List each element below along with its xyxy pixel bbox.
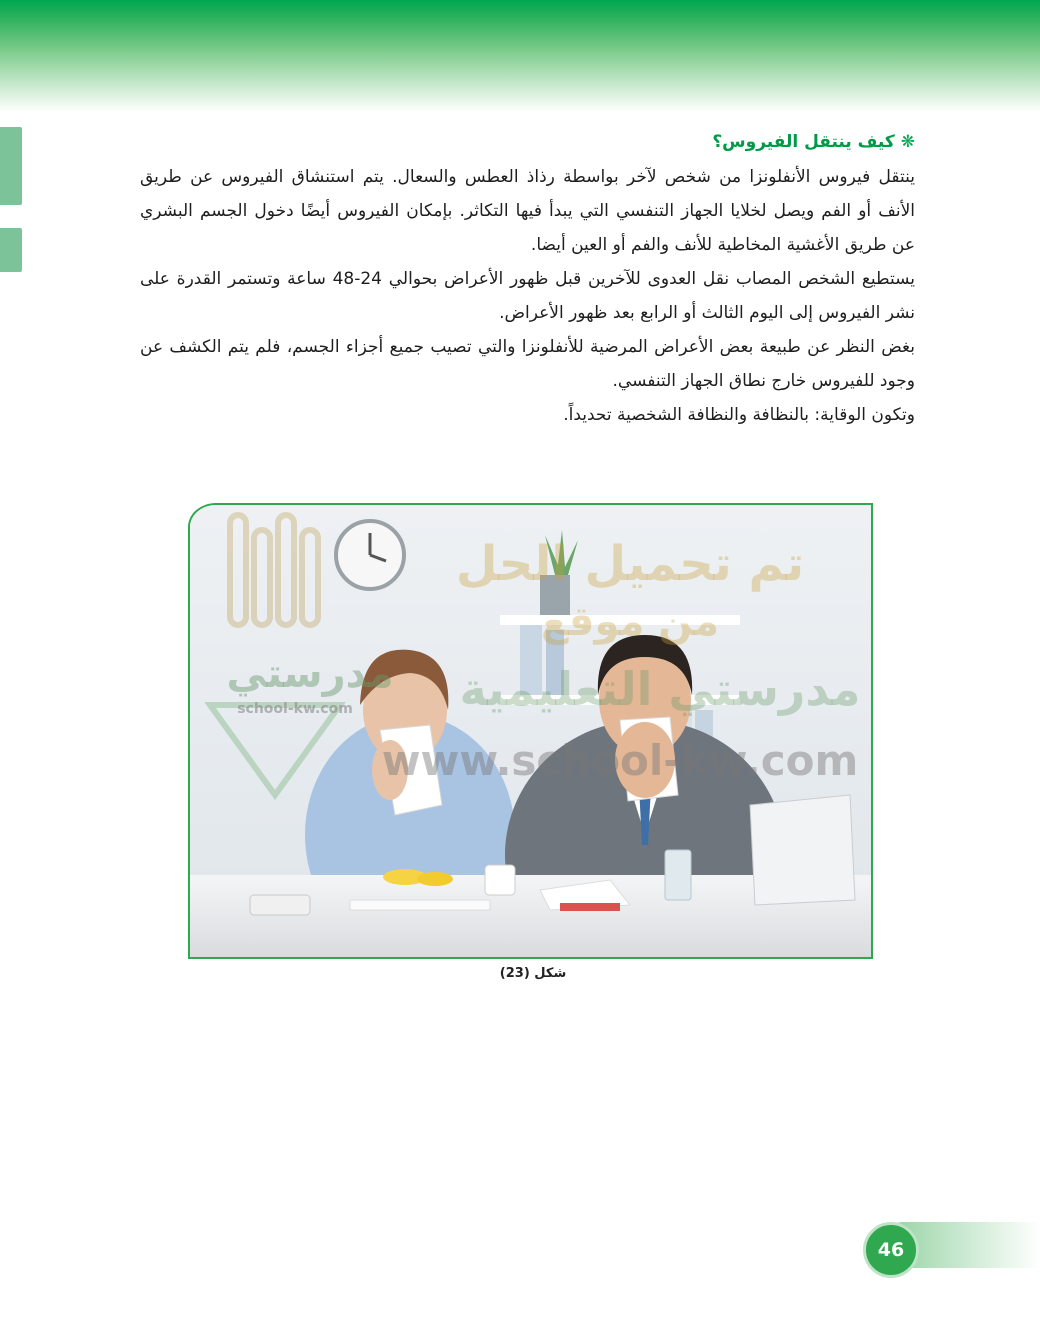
watermark-logo-text: مدرستي [226,651,394,697]
heading-text: كيف ينتقل الفيروس؟ [712,132,895,152]
watermark-line-1: تم تحميل الحل [455,536,805,592]
office-sneezing-illustration [190,505,871,957]
watermark-logo-url: school-kw.com [237,701,353,717]
side-tab-bottom [0,228,22,272]
header-band [0,0,1040,112]
watermark-line-3: مدرستي التعليمية [459,662,861,716]
figure-caption: شكل (23) [499,966,567,981]
paragraph-4: وتكون الوقاية: بالنظافة والنظافة الشخصية تحديداً. [563,405,915,425]
paragraph-3: بغض النظر عن طبيعة بعض الأعراض المرضية للأنفلونزا والتي تصيب جميع أجزاء الجسم، فلم يتم الكشف عن وجود للفيروس خارج نطاق الجهاز التنفسي. [140,337,915,391]
figure-photo [188,503,873,959]
paragraph-1: ينتقل فيروس الأنفلونزا من شخص لآخر بواسطة رذاذ العطس والسعال. يتم استنشاق الفيروس عن طريق الأنف أو الفم ويصل لخلايا الجهاز التنفسي التي يبدأ فيها التكاثر. بإمكان الفيروس أيضًا دخول الجسم البشري عن طريق الأغشية المخاطية للأنف والفم أو العين أيضا. [140,167,915,255]
section-heading [140,128,915,156]
glass-icon [665,850,691,900]
side-tab-top [0,127,22,205]
paragraph-2: يستطيع الشخص المصاب نقل العدوى للآخرين قبل ظهور الأعراض بحوالي 24-48 ساعة وتستمر القدرة على نشر الفيروس إلى اليوم الثالث أو الرابع بعد ظهور الأعراض. [140,269,915,323]
tissue-box [560,903,620,911]
papers [350,900,490,910]
watermark-url: www.school-kw.com [381,736,859,785]
laptop-icon [750,795,855,905]
page-number: 46 [863,1222,919,1278]
star-bullet-icon: ❋ [900,132,915,152]
watermark-line-2: من موقع [540,599,720,645]
text-content [140,128,915,432]
lemon [417,872,453,886]
mug-icon [485,865,515,895]
desk-phone-icon [250,895,310,915]
